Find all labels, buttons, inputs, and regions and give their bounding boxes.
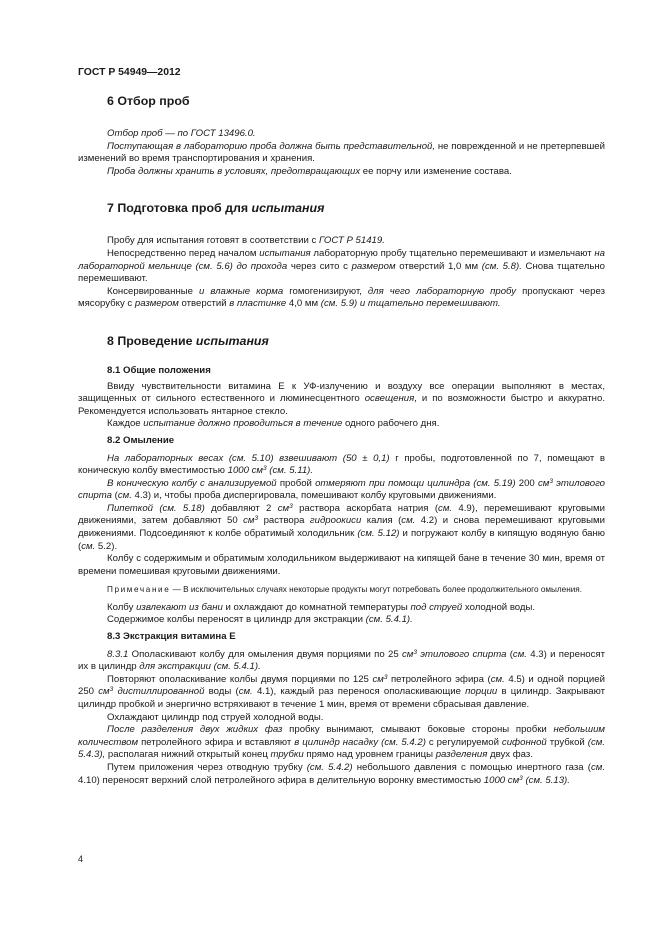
section-6-title: 6 Отбор проб: [107, 94, 190, 108]
s8-2-paragraph-3: Пипеткой (см. 5.18) добавляют 2 $см^3$ раствора аскорбата натрия (см. 4.9), перемешивают круговыми движениями, затем добавляют 50 $см^3$ раствора гидроокиси калия (см. 4.2) и снова перемешивают круговыми движениями. Подсоединяют к колбе обратимый холодильник (см. 5.12) и погружают колбу в кипящую водяную баню (см. 5.2).: [78, 502, 605, 552]
note-label: Примечание: [107, 585, 171, 595]
s8-2-paragraph-2: В коническую колбу с анализируемой пробой отмеряют при помощи цилиндра (см. 5.19) 200 $см^3$ этилового спирта (см. 4.3) и, чтобы проба диспергировала, помешивают колбу круговыми движениями.: [78, 477, 606, 502]
page-content: [78, 93, 605, 787]
subsection-8-2-title: 8.2 Омыление: [107, 434, 175, 446]
s8-1-paragraph-1: Ввиду чувствительности витамина Е к УФ-излучению и воздуху все операции выполняют в местах, защищенных от сильного естественного и люминесцентного освещения, и по возможности быстро и аккуратно. Рекомендуется использовать янтарное стекло.: [78, 380, 605, 417]
s6-paragraph-2: Поступающая в лабораторию проба должна быть представительной, не поврежденной и не претерпевшей изменений во время транспортирования и хранения.: [78, 140, 606, 165]
running-header: ГОСТ Р 54949—2012: [78, 67, 181, 78]
s8-3-paragraph-1: 8.3.1 Ополаскивают колбу для омыления двумя порциями по 25 $см^3$ этилового спирта (см. 4.3) и переносят их в цилиндр для экстракции (см. 5.4.1).: [78, 648, 605, 673]
s8-3-paragraph-4: После разделения двух жидких фаз пробку вынимают, смывают боковые стороны пробки небольшим количеством петролейного эфира и вставляют в цилиндр насадку (см. 5.4.2) с регулируемой сифонной трубкой (см. 5.4.3), располагая нижний открытый конец трубки прямо над уровнем границы разделения двух фаз.: [78, 724, 605, 761]
s7-paragraph-3: Консервированные и влажные корма гомогенизируют, для чего лабораторную пробу пропускают через мясорубку с размером отверстий в пластинке 4,0 мм (см. 5.9) и тщательно перемешивают.: [78, 285, 605, 310]
s8-2-paragraph-6: Содержимое колбы переносят в цилиндр для экстракции (см. 5.4.1).: [107, 614, 413, 626]
s8-3-paragraph-3: Охлаждают цилиндр под струей холодной воды.: [107, 711, 324, 723]
s8-2-paragraph-4: Колбу с содержимым и обратимым холодильником выдерживают на кипящей бане в течение 30 мин, время от времени помешивая круговыми движениями.: [78, 553, 605, 577]
s8-3-paragraph-5: Путем приложения через отводную трубку (см. 5.4.2) небольшого давления с помощью инертного газа (см. 4.10) переносят верхний слой петролейного эфира в делительную воронку вместимостью 1000 $см^3$ (см. 5.13).: [78, 761, 605, 786]
s8-2-paragraph-1: На лабораторных весах (см. 5.10) взвешивают (50 ± 0,1) г пробы, подготовленной по 7, помещают в коническую колбу вместимостью 1000 $см^3$ (см. 5.11).: [78, 452, 605, 477]
s7-paragraph-1: Пробу для испытания готовят в соответствии с ГОСТ Р 51419.: [107, 235, 385, 247]
page-number: 4: [78, 854, 84, 864]
s8-2-paragraph-5: Колбу извлекают из бани и охлаждают до комнатной температуры под струей холодной воды.: [107, 601, 536, 613]
section-7-title: 7 Подготовка проб для испытания: [107, 201, 325, 216]
subsection-8-1-title: 8.1 Общие положения: [107, 364, 211, 376]
s8-1-paragraph-2: Каждое испытание должно проводиться в течение одного рабочего дня.: [107, 418, 440, 430]
note: Примечание — В исключительных случаях некоторые продукты могут потребовать более продолжительного омыления.: [107, 585, 583, 595]
section-8-title: 8 Проведение испытания: [107, 333, 269, 348]
s7-paragraph-2: Непосредственно перед началом испытания лабораторную пробу тщательно перемешивают и измельчают на лабораторной мельнице (см. 5.6) до прохода через сито с размером отверстий 1,0 мм (см. 5.8). Снова тщательно перемешивают.: [78, 247, 606, 285]
s6-paragraph-3: Проба должны хранить в условиях, предотвращающих ее порчу или изменение состава.: [107, 165, 512, 177]
subsection-8-3-title: 8.3 Экстракция витамина Е: [107, 631, 236, 643]
s8-3-paragraph-2: Повторяют ополаскивание колбы двумя порциями по 125 $см^3$ петролейного эфира (см. 4.5) и одной порцией 250 $см^3$ дистиллированной воды (см. 4.1), каждый раз перенося ополаскивающие порции в цилиндр. Закрывают цилиндр пробкой и энергично встряхивают в течение 1 мин, время от времени сбрасывая давление.: [78, 673, 605, 710]
s6-paragraph-1: Отбор проб — по ГОСТ 13496.0.: [107, 128, 256, 139]
